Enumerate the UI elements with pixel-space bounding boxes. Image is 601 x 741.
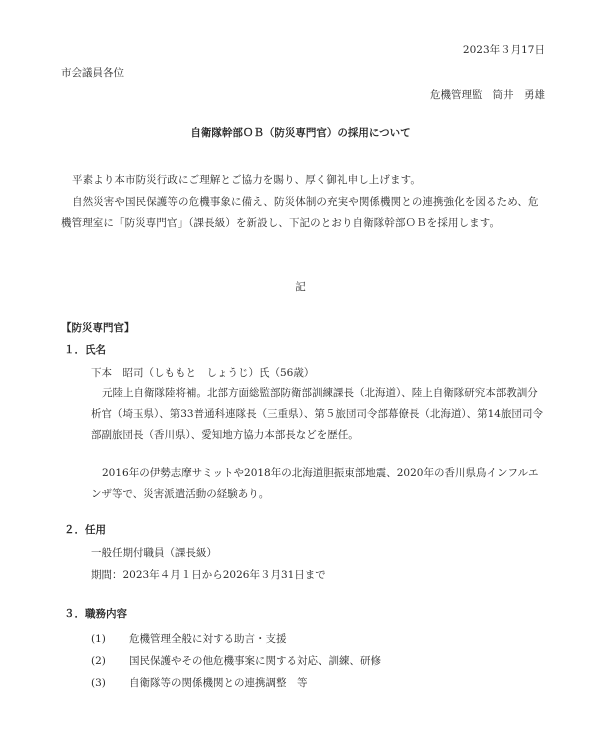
list-item	[91, 628, 381, 650]
appointment-period: 期間：2023年４月１日から2026年３月31日まで	[91, 569, 326, 581]
document-title: 自衛隊幹部ＯＢ（防災専門官）の採用について	[190, 127, 411, 139]
duty-text: 国民保護やその他危機事案に関する対応、訓練、研修	[129, 655, 381, 667]
sender-title: 危機管理監	[430, 89, 483, 101]
item-heading-name	[64, 344, 106, 357]
duty-list	[91, 628, 381, 694]
duty-text: 自衛隊等の関係機関との連携調整 等	[129, 677, 308, 689]
main-paragraph: 自然災害や国民保護等の危機事象に備え、防災体制の充実や関係機関との連携強化を図るため、危機管理室に「防災専門官」（課長級）を新設し、下記のとおり自衛隊幹部ＯＢを採用します。	[61, 196, 539, 229]
person-name: 下本 昭司（しももと しょうじ）氏（56歳）	[91, 367, 315, 379]
item-label: 職務内容	[85, 608, 127, 620]
duty-number: (1)	[91, 633, 106, 645]
sender-name: 筒井 勇雄	[492, 89, 545, 101]
recipient: 市会議員各位	[61, 67, 124, 79]
greeting-paragraph: 平素より本市防災行政にご理解とご協力を賜り、厚く御礼申し上げます。	[72, 174, 421, 186]
item-number: ３．	[64, 608, 85, 620]
item-number: １．	[64, 344, 85, 356]
duty-number: (3)	[91, 677, 106, 689]
duty-number: (2)	[91, 655, 106, 667]
duty-text: 危機管理全般に対する助言・支援	[129, 633, 287, 645]
item-heading-appointment	[64, 524, 106, 537]
appointment-title: 一般任期付職員（課長級）	[91, 547, 217, 559]
list-item	[91, 650, 381, 672]
item-label: 氏名	[85, 344, 106, 356]
ki-marker: 記	[295, 281, 306, 293]
sender	[430, 89, 545, 102]
disaster-experience-paragraph: 2016年の伊勢志摩サミットや2018年の北海道胆振東部地震、2020年の香川県鳥インフルエンザ等で、災害派遣活動の経験あり。	[91, 467, 539, 500]
item-heading-duties	[64, 608, 127, 621]
item-label: 任用	[85, 524, 106, 536]
career-paragraph: 元陸上自衛隊陸将補。北部方面総監部防衛部訓練課長（北海道）、陸上自衛隊研究本部教訓分析官（埼玉県）、第33普通科連隊長（三重県）、第５旅団司令部幕僚長（北海道）、第14旅団司令部副旅団長（香川県）、愛知地方協力本部長などを歴任。	[91, 387, 543, 441]
section-heading: 【防災専門官】	[61, 322, 135, 334]
list-item	[91, 672, 381, 694]
document-date: 2023年３月17日	[462, 44, 545, 56]
item-number: ２．	[64, 524, 85, 536]
